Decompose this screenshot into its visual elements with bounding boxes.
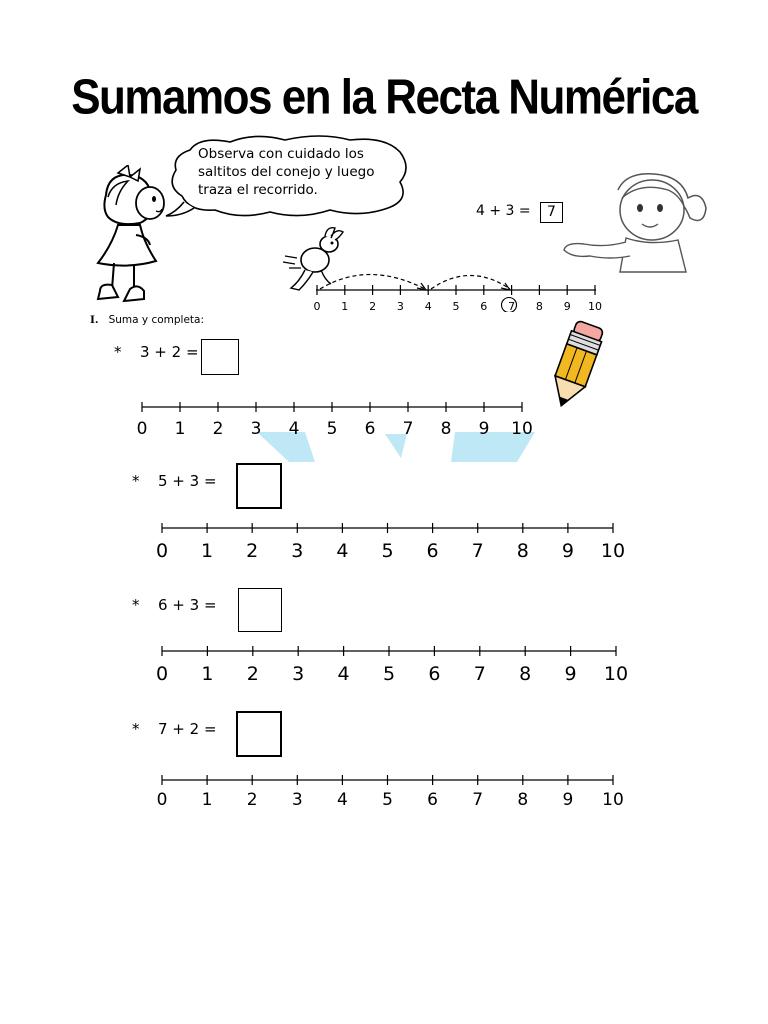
answer-box-4[interactable] — [236, 711, 282, 757]
tick-label: 10 — [588, 300, 602, 312]
exercise-equation: 5 + 3 = — [158, 472, 217, 490]
tick-label: 8 — [535, 300, 543, 312]
example-answer-box: 7 — [540, 202, 563, 223]
answer-box-3[interactable] — [238, 588, 282, 632]
number-line-3 — [150, 641, 640, 687]
tick-label: 2 — [246, 540, 259, 562]
exercise-equation: 3 + 2 = — [140, 343, 199, 361]
section-number: I. — [90, 314, 99, 326]
exercise-equation: 7 + 2 = — [158, 720, 217, 738]
bubble-line: saltitos del conejo y luego — [198, 164, 375, 180]
bubble-line: Observa con cuidado los — [198, 146, 364, 162]
tick-label: 6 — [364, 419, 376, 439]
tick-label: 3 — [396, 300, 404, 312]
tick-label: 0 — [136, 419, 148, 439]
tick-label: 4 — [336, 540, 349, 562]
exercise-equation: 6 + 3 = — [158, 596, 217, 614]
tick-label: 10 — [602, 790, 624, 810]
exercise-1 — [114, 343, 199, 361]
tick-label: 2 — [369, 300, 377, 312]
bubble-line: traza el recorrido. — [198, 182, 318, 198]
tick-label: 10 — [600, 540, 626, 562]
tick-label: 2 — [212, 419, 224, 439]
tick-label: 9 — [478, 419, 490, 439]
tick-label: 6 — [426, 540, 439, 562]
exercise-4 — [132, 720, 217, 738]
tick-label: 4 — [337, 663, 350, 685]
tick-label: 8 — [516, 540, 529, 562]
tick-label: 2 — [246, 790, 258, 810]
tick-label: 10 — [511, 419, 533, 439]
tick-label: 8 — [517, 790, 529, 810]
pointing-girl-illustration — [560, 168, 710, 273]
answer-box-2[interactable] — [236, 463, 282, 509]
tick-label: 4 — [336, 790, 348, 810]
exercise-bullet: * — [132, 720, 140, 738]
tick-label: 5 — [381, 540, 394, 562]
pencil-icon — [540, 318, 610, 413]
tick-label: 0 — [313, 300, 321, 312]
tick-label: 7 — [402, 419, 414, 439]
tick-label: 3 — [291, 790, 303, 810]
tick-label: 9 — [561, 540, 574, 562]
tick-label: 7 — [471, 540, 484, 562]
tick-label: 9 — [564, 663, 577, 685]
tick-label: 1 — [201, 663, 214, 685]
tick-label: 5 — [382, 663, 396, 685]
tick-label: 3 — [291, 540, 304, 562]
exercise-bullet: * — [132, 472, 140, 490]
tick-label: 1 — [174, 419, 186, 439]
tick-label: 4 — [424, 300, 432, 312]
tick-label: 1 — [201, 540, 214, 562]
tick-label: 7 — [473, 663, 486, 685]
section-header — [90, 314, 204, 326]
tick-label: 3 — [250, 419, 262, 439]
exercise-bullet: * — [114, 343, 122, 361]
tick-label: 9 — [563, 300, 571, 312]
number-line-4 — [150, 771, 640, 813]
tick-label: 1 — [341, 300, 349, 312]
tick-label: 10 — [603, 663, 629, 685]
tick-label: 3 — [292, 663, 305, 685]
tick-label: 6 — [480, 300, 488, 312]
tick-label: 8 — [519, 663, 532, 685]
speech-bubble-text — [198, 145, 388, 199]
number-line-2 — [150, 518, 640, 564]
answer-box-1[interactable] — [201, 339, 239, 375]
tick-label: 2 — [246, 663, 259, 685]
tick-label: 7 — [508, 300, 516, 312]
exercise-3 — [132, 596, 217, 614]
number-line-1 — [130, 398, 550, 440]
tick-label: 0 — [155, 663, 169, 685]
tick-label: 9 — [562, 790, 574, 810]
tick-label: 7 — [472, 790, 484, 810]
tick-label: 4 — [288, 419, 300, 439]
exercise-2 — [132, 472, 217, 490]
page-title: Sumamos en la Recta Numérica — [71, 70, 697, 125]
tick-label: 1 — [201, 790, 213, 810]
tick-label: 5 — [326, 419, 338, 439]
tick-label: 5 — [382, 790, 393, 810]
tick-label: 0 — [155, 540, 169, 562]
tick-label: 5 — [452, 300, 460, 312]
tick-label: 8 — [440, 419, 452, 439]
tick-label: 6 — [427, 790, 439, 810]
tick-label: 6 — [428, 663, 441, 685]
example-number-line — [300, 262, 610, 312]
exercise-bullet: * — [132, 596, 140, 614]
section-instruction: Suma y completa: — [108, 314, 205, 326]
tick-label: 0 — [156, 790, 168, 810]
example-equation: 4 + 3 = — [476, 203, 531, 219]
